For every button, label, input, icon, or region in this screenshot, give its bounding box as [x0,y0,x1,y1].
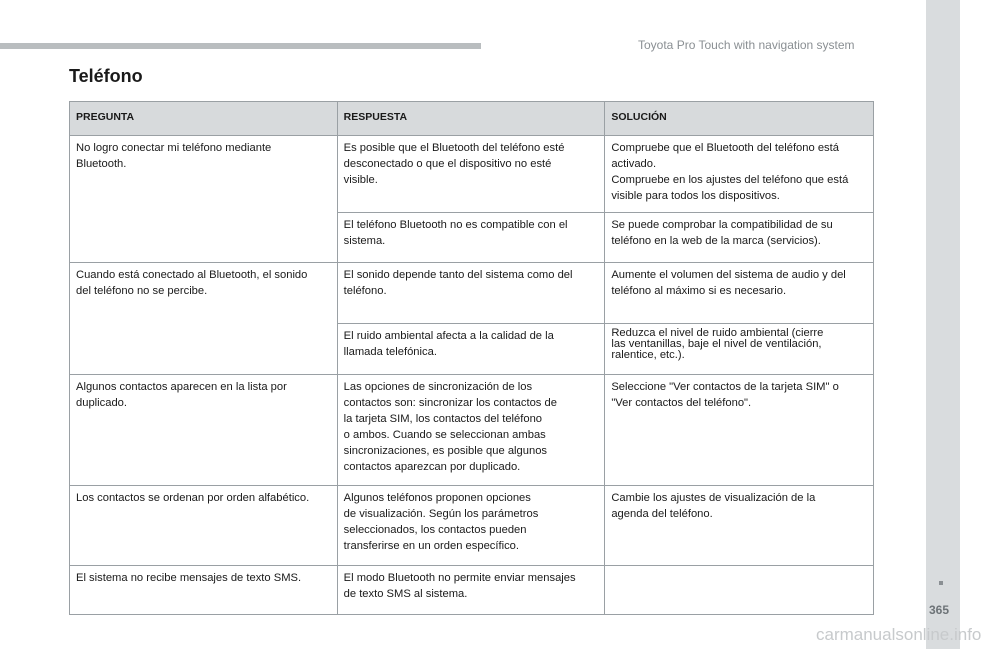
cell-text: llamada telefónica. [343,346,437,358]
cell-text: Algunos contactos aparecen en la lista por [76,381,287,393]
cell-solucion [605,263,874,324]
cell-text: Cuando está conectado al Bluetooth, el sonido [76,269,308,281]
cell-text: Los contactos se ordenan por orden alfabético. [76,492,310,504]
cell-respuesta [337,324,605,375]
table-row [70,566,874,615]
cell-solucion [605,136,874,213]
table-row [70,136,874,213]
cell-text: teléfono. [343,285,387,297]
cell-solucion [605,486,874,566]
side-band [926,0,960,649]
cell-text: Reduzca el nivel de ruido ambiental (cierre [611,327,824,339]
cell-pregunta [70,136,338,263]
cell-text: Aumente el volumen del sistema de audio y del [611,269,846,281]
cell-text: las ventanillas, baje el nivel de ventilación, [611,338,822,350]
cell-pregunta [70,566,338,615]
cell-text: de visualización. Según los parámetros [343,508,539,520]
cell-text: Cambie los ajustes de visualización de la [611,492,816,504]
header-rule [0,43,481,49]
faq-table [69,101,874,615]
manual-title: Toyota Pro Touch with navigation system [638,38,855,52]
cell-text: El ruido ambiental afecta a la calidad de la [343,330,554,342]
cell-text: El modo Bluetooth no permite enviar mensajes [343,572,576,584]
cell-text: teléfono al máximo si es necesario. [611,285,787,297]
page-marker [939,581,943,585]
cell-respuesta [337,486,605,566]
cell-respuesta [337,136,605,213]
cell-text: El sistema no recibe mensajes de texto SMS. [76,572,302,584]
cell-text: Es posible que el Bluetooth del teléfono esté [343,142,565,154]
table-row [70,263,874,324]
table-row [70,486,874,566]
header-pregunta: PREGUNTA [70,102,338,136]
cell-pregunta [70,263,338,375]
cell-solucion [605,324,874,375]
cell-text: activado. [611,158,657,170]
cell-text: Algunos teléfonos proponen opciones [343,492,531,504]
header-respuesta: RESPUESTA [337,102,605,136]
cell-text: ralentice, etc.). [611,349,685,361]
page-number: 365 [929,603,950,617]
cell-text: duplicado. [76,397,128,409]
cell-text: sistema. [343,235,386,247]
header-solucion: SOLUCIÓN [605,102,874,136]
table-header-row [70,102,874,136]
cell-text: Bluetooth. [76,158,127,170]
watermark: carmanualsonline.info [816,625,981,644]
cell-text: visible para todos los dispositivos. [611,190,780,202]
cell-text: contactos aparezcan por duplicado. [343,461,521,473]
cell-text: de texto SMS al sistema. [343,588,468,600]
cell-text: seleccionados, los contactos pueden [343,524,527,536]
cell-text: visible. [343,174,378,186]
cell-text: la tarjeta SIM, los contactos del teléfono [343,413,543,425]
cell-pregunta [70,375,338,486]
table-row [70,375,874,486]
cell-respuesta [337,213,605,263]
cell-text: transferirse en un orden específico. [343,540,520,552]
cell-respuesta [337,375,605,486]
cell-text: No logro conectar mi teléfono mediante [76,142,272,154]
cell-text: Las opciones de sincronización de los [343,381,533,393]
cell-solucion [605,213,874,263]
page-title: Teléfono [69,66,143,86]
cell-text: Compruebe en los ajustes del teléfono que está [611,174,849,186]
cell-text: desconectado o que el dispositivo no esté [343,158,552,170]
cell-text: Se puede comprobar la compatibilidad de su [611,219,833,231]
cell-text: El sonido depende tanto del sistema como del [343,269,573,281]
cell-text: o ambos. Cuando se seleccionan ambas [343,429,546,441]
cell-text: Compruebe que el Bluetooth del teléfono está [611,142,839,154]
cell-text: contactos son: sincronizar los contactos de [343,397,557,409]
cell-text: El teléfono Bluetooth no es compatible con el [343,219,568,231]
cell-solucion [605,566,874,615]
cell-respuesta [337,566,605,615]
cell-respuesta [337,263,605,324]
cell-pregunta [70,486,338,566]
cell-solucion [605,375,874,486]
cell-text: agenda del teléfono. [611,508,713,520]
cell-text: "Ver contactos del teléfono". [611,397,752,409]
cell-text: sincronizaciones, es posible que algunos [343,445,548,457]
cell-text: del teléfono no se percibe. [76,285,208,297]
cell-text: teléfono en la web de la marca (servicios). [611,235,821,247]
cell-text: Seleccione "Ver contactos de la tarjeta SIM" o [611,381,839,393]
